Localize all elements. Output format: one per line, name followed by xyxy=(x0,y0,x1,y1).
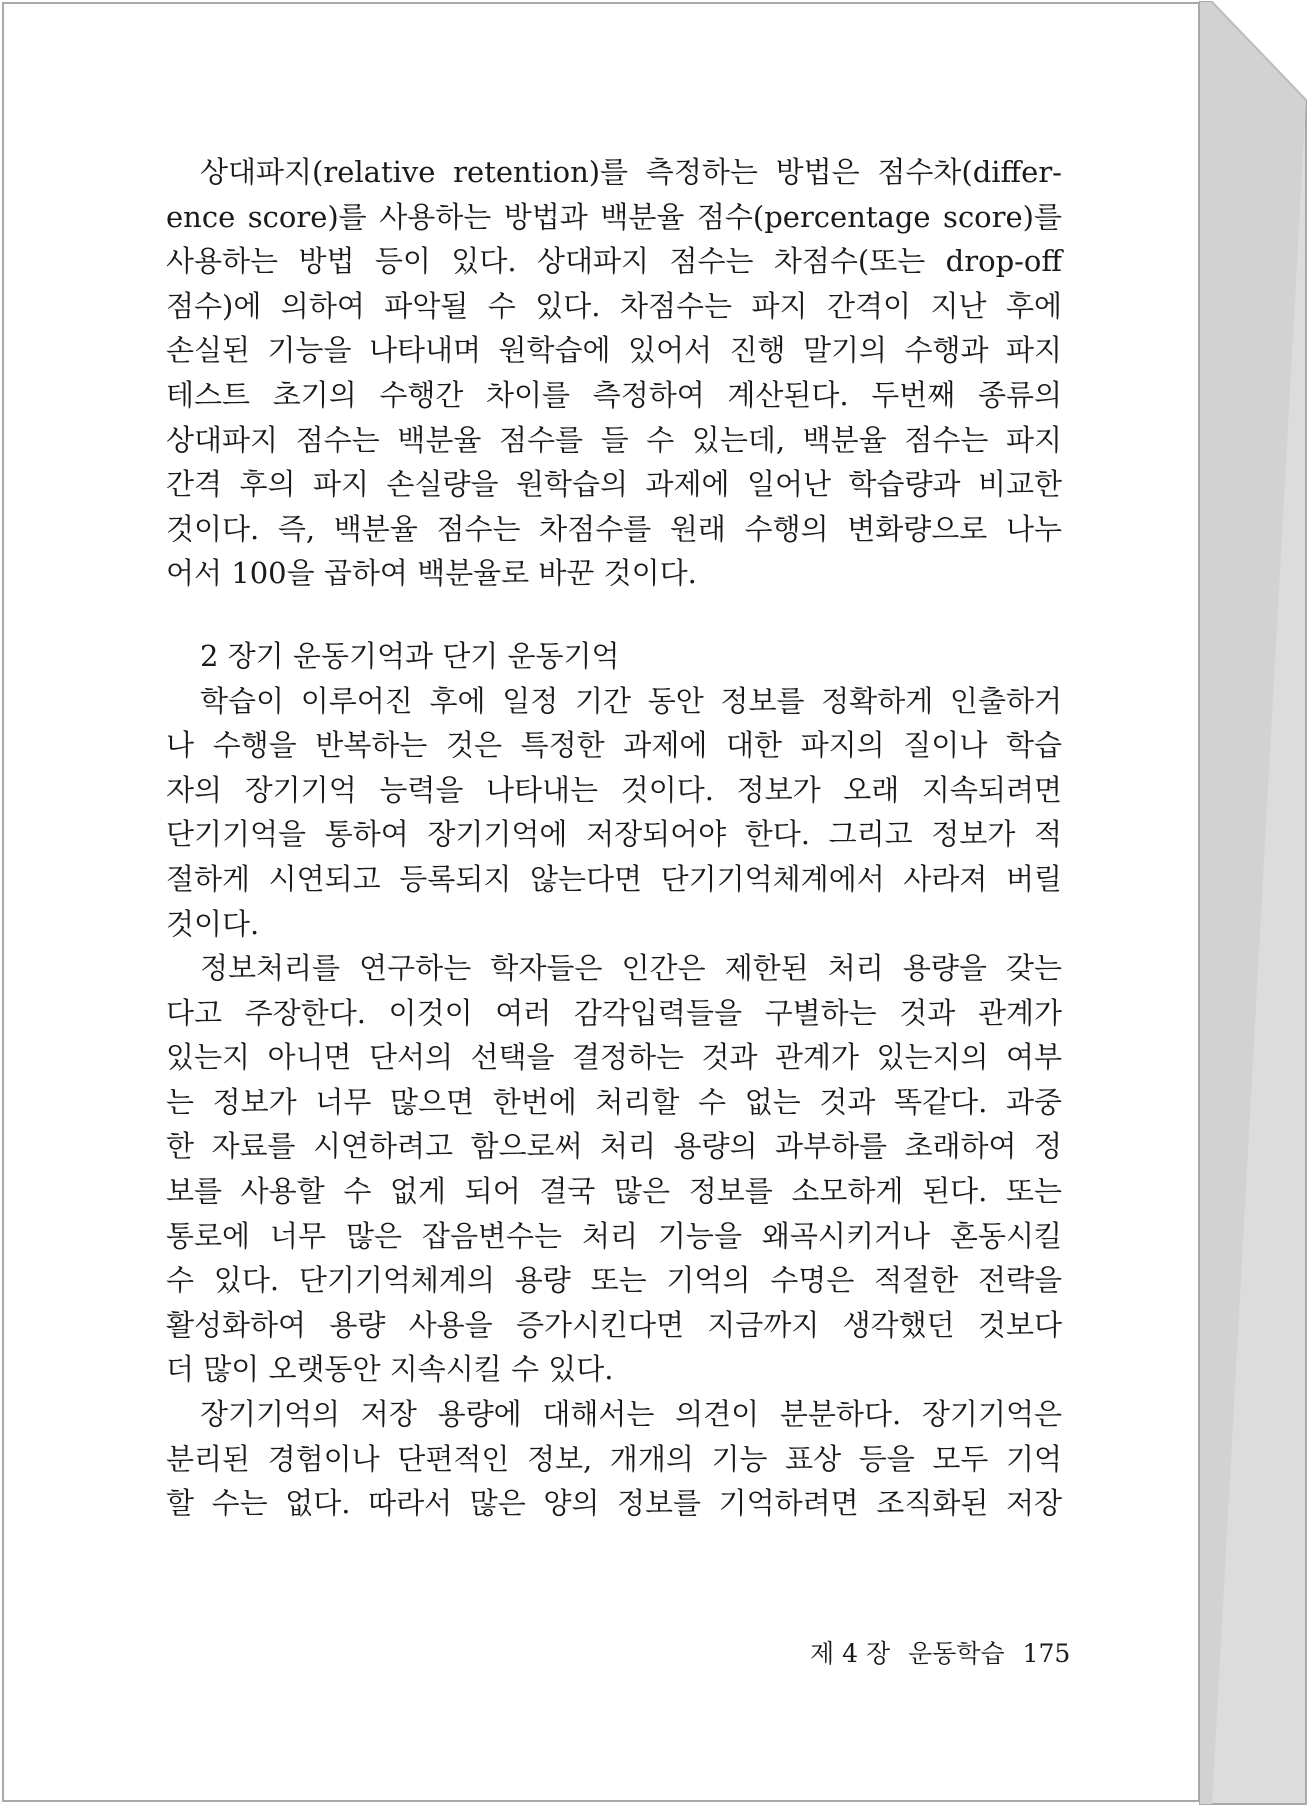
text-line: 장기기억의 저장 용량에 대해서는 의견이 분분하다. 장기기억은 xyxy=(200,1397,1062,1432)
text-line: 자의 장기기억 능력을 나타내는 것이다. 정보가 오래 지속되려면 xyxy=(166,772,1062,807)
text-line: 정보처리를 연구하는 학자들은 인간은 제한된 처리 용량을 갖는 xyxy=(200,951,1062,986)
text-line: 할 수는 없다. 따라서 많은 양의 정보를 기억하려면 조직화된 저장 xyxy=(166,1486,1062,1521)
text-line: 활성화하여 용량 사용을 증가시킨다면 지금까지 생각했던 것보다 xyxy=(166,1307,1062,1342)
text-line: 나 수행을 반복하는 것은 특정한 과제에 대한 파지의 질이나 학습 xyxy=(166,728,1062,763)
page-body-text xyxy=(166,150,1062,1526)
text-line: 분리된 경험이나 단편적인 정보, 개개의 기능 표상 등을 모두 기억 xyxy=(166,1441,1062,1476)
page-number: 175 xyxy=(1022,1639,1071,1668)
text-line: 절하게 시연되고 등록되지 않는다면 단기기억체계에서 사라져 버릴 xyxy=(166,861,1062,896)
page-footer xyxy=(800,1634,1071,1670)
text-line: 단기기억을 통하여 장기기억에 저장되어야 한다. 그리고 정보가 적 xyxy=(166,817,1062,852)
text-line: 학습이 이루어진 후에 일정 기간 동안 정보를 정확하게 인출하거 xyxy=(200,683,1062,718)
text-line: 어서 100을 곱하여 백분율로 바꾼 것이다. xyxy=(166,556,697,591)
text-line: 는 정보가 너무 많으면 한번에 처리할 수 없는 것과 똑같다. 과중 xyxy=(166,1084,1062,1119)
text-line: 보를 사용할 수 없게 되어 결국 많은 정보를 소모하게 된다. 또는 xyxy=(166,1174,1062,1209)
text-line: ence score)를 사용하는 방법과 백분율 점수(percentage score)를 xyxy=(166,199,1062,234)
text-line: 간격 후의 파지 손실량을 원학습의 과제에 일어난 학습량과 비교한 xyxy=(166,467,1062,502)
section-gap xyxy=(166,596,1062,634)
text-line: 다고 주장한다. 이것이 여러 감각입력들을 구별하는 것과 관계가 xyxy=(166,995,1062,1030)
text-line: 사용하는 방법 등이 있다. 상대파지 점수는 차점수(또는 drop-off xyxy=(166,244,1062,279)
text-line: 손실된 기능을 나타내며 원학습에 있어서 진행 말기의 수행과 파지 xyxy=(166,333,1062,368)
section-heading: 2 장기 운동기억과 단기 운동기억 xyxy=(200,638,620,673)
text-line: 상대파지(relative retention)를 측정하는 방법은 점수차(differ- xyxy=(200,155,1062,189)
text-line: 수 있다. 단기기억체계의 용량 또는 기억의 수명은 적절한 전략을 xyxy=(166,1263,1062,1298)
chapter-title: 운동학습 xyxy=(908,1639,1005,1668)
text-line: 점수)에 의하여 파악될 수 있다. 차점수는 파지 간격이 지난 후에 xyxy=(166,288,1062,323)
text-line: 상대파지 점수는 백분율 점수를 들 수 있는데, 백분율 점수는 파지 xyxy=(166,422,1062,457)
text-line: 것이다. 즉, 백분율 점수는 차점수를 원래 수행의 변화량으로 나누 xyxy=(166,511,1062,546)
chapter-label: 제 4 장 xyxy=(810,1639,891,1668)
text-line: 더 많이 오랫동안 지속시킬 수 있다. xyxy=(166,1352,614,1387)
text-line: 있는지 아니면 단서의 선택을 결정하는 것과 관계가 있는지의 여부 xyxy=(166,1040,1062,1075)
text-line: 테스트 초기의 수행간 차이를 측정하여 계산된다. 두번째 종류의 xyxy=(166,377,1062,412)
text-line: 것이다. xyxy=(166,906,260,941)
text-line: 한 자료를 시연하려고 함으로써 처리 용량의 과부하를 초래하여 정 xyxy=(166,1129,1062,1164)
text-line: 통로에 너무 많은 잡음변수는 처리 기능을 왜곡시키거나 혼동시킬 xyxy=(166,1218,1062,1253)
